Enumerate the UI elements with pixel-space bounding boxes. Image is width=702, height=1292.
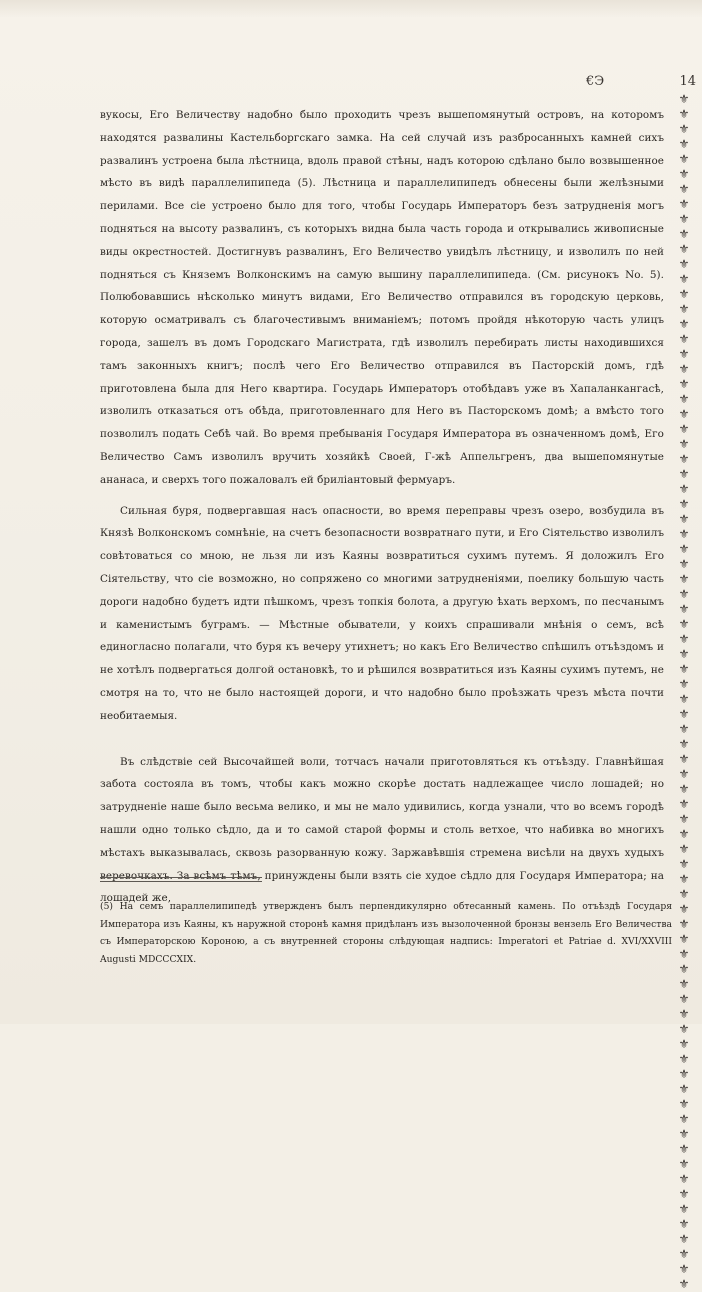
body-text (100, 104, 664, 910)
footnote: (5) На семъ параллелипипедѣ утвержденъ былъ перпендикулярно обтесанный камень. По отъѣздѣ Государя Императора изъ Каяны, къ наружной сторонѣ камня придѣланъ изъ вызолоченной бронзы вензель Его Величества съ Императорскою Короною, а съ внутренней стороны слѣдующая надпись: Imperatori et Patriae d. XVI/XXVIII Augusti MDCCCXIX. (100, 901, 672, 965)
footnote-rule (100, 877, 262, 882)
header-ornament: €Э (586, 74, 605, 89)
fleur-de-lis-border: ⚜ ⚜ ⚜ ⚜ ⚜ ⚜ ⚜ ⚜ ⚜ ⚜ ⚜ ⚜ ⚜ ⚜ ⚜ ⚜ ⚜ ⚜ ⚜ ⚜ ⚜ ⚜ ⚜ ⚜ ⚜ ⚜ ⚜ ⚜ ⚜ ⚜ ⚜ ⚜ ⚜ ⚜ ⚜ ⚜ ⚜ ⚜ ⚜ ⚜ ⚜ ⚜ ⚜ ⚜ ⚜ ⚜ ⚜ ⚜ ⚜ ⚜ ⚜ ⚜ ⚜ ⚜ ⚜ ⚜ ⚜ ⚜ ⚜ ⚜ ⚜ ⚜ ⚜ ⚜ ⚜ ⚜ ⚜ ⚜ ⚜ ⚜ ⚜ ⚜ ⚜ ⚜ ⚜ ⚜ ⚜ ⚜ ⚜ ⚜ (678, 92, 690, 1291)
page-number: 14 (679, 74, 696, 89)
paragraph-3: Въ слѣдствіе сей Высочайшей воли, тотчасъ начали приготовляться къ отъѣзду. Главнѣйшая забота состояла въ томъ, чтобы какъ можно скорѣе достать надлежащее число лошадей; но затрудненіе наше было весьма велико, и мы не мало удивились, когда узнали, что во всемъ городѣ нашли одно только сѣдло, да и то самой старой формы и столь ветхое, что набивка во многихъ мѣстахъ выказывалась, сквозь разорванную кожу. Заржавѣвшія стремена висѣли на двухъ худыхъ веревочкахъ. За всѣмъ тѣмъ, принуждены были взять сіе худое сѣдло для Государя Императора; на лошадей же, (100, 755, 664, 905)
paragraph-2: Сильная буря, подвергавшая насъ опасности, во время переправы чрезъ озеро, возбудила въ Князѣ Волконскомъ сомнѣніе, на счетъ безопасности возвратнаго пути, и Его Сіятельство изволилъ совѣтоваться со мною, не льзя ли изъ Каяны возвратиться сухимъ путемъ. Я доложилъ Его Сіятельству, что сіе возможно, но сопряжено со многими затрудненіями, поелику большую часть дороги надобно будетъ идти пѣшкомъ, чрезъ топкія болота, а другую ѣхать верхомъ, по песчанымъ и каменистымъ буграмъ. — Мѣстные обыватели, у коихъ спрашивали мнѣнія о семъ, всѣ единогласно полагали, что буря къ вечеру утихнетъ; но какъ Его Величество спѣшилъ отъѣздомъ и не хотѣлъ подвергаться долгой остановкѣ, то и рѣшился возвратиться изъ Каяны сухимъ путемъ, не смотря на то, что не было настоящей дороги, и что надобно было проѣзжать чрезъ мѣста почти необитаемыя. (100, 504, 664, 722)
page-header (586, 74, 696, 94)
page-top-edge (0, 0, 702, 18)
paragraph-1: вукосы, Его Величеству надобно было проходить чрезъ вышепомянутый островъ, на которомъ находятся развалины Кастельборгскаго замка. На сей случай изъ разбросанныхъ камней сихъ развалинъ устроена была лѣстница, вдоль правой стѣны, надъ которою сдѣлано было возвышенное мѣсто въ видѣ параллелипипеда (5). Лѣстница и параллелипипедъ обнесены были желѣзными перилами. Все сіе устроено было для того, чтобы Государь Императоръ безъ затрудненія могъ подняться на высоту развалинъ, съ которыхъ видна была часть города и открывались живописные виды окрестностей. Достигнувъ развалинъ, Его Величество увидѣлъ лѣстницу, и изволилъ по ней подняться съ Княземъ Волконскимъ на самую вышину параллелипипеда. (См. рисунокъ No. 5). Полюбовавшись нѣсколько минутъ видами, Его Величество отправился въ городскую церковь, которую осматривалъ съ благочестивымъ вниманіемъ; потомъ пройдя нѣкоторую часть улицъ города, зашелъ въ домъ Городскаго Магистрата, гдѣ изволилъ перебирать листы находившихся тамъ законныхъ книгъ; послѣ чего Его Величество отправился въ Пасторскій домъ, гдѣ приготовлена была для Него квартира. Государь Императоръ отобѣдавъ уже въ Хапаланкангасѣ, изволилъ отказаться отъ обѣда, приготовленнаго для Него въ Пасторскомъ домѣ; а вмѣсто того позволилъ подать Себѣ чай. Во время пребыванія Государя Императора въ означенномъ домѣ, Его Величество Самъ изволилъ вручить хозяйкѣ Своей, Г-жѣ Аппельгренъ, два вышепомянутые ананаса, и сверхъ того пожаловалъ ей бриліантовый фермуаръ. (100, 109, 664, 486)
